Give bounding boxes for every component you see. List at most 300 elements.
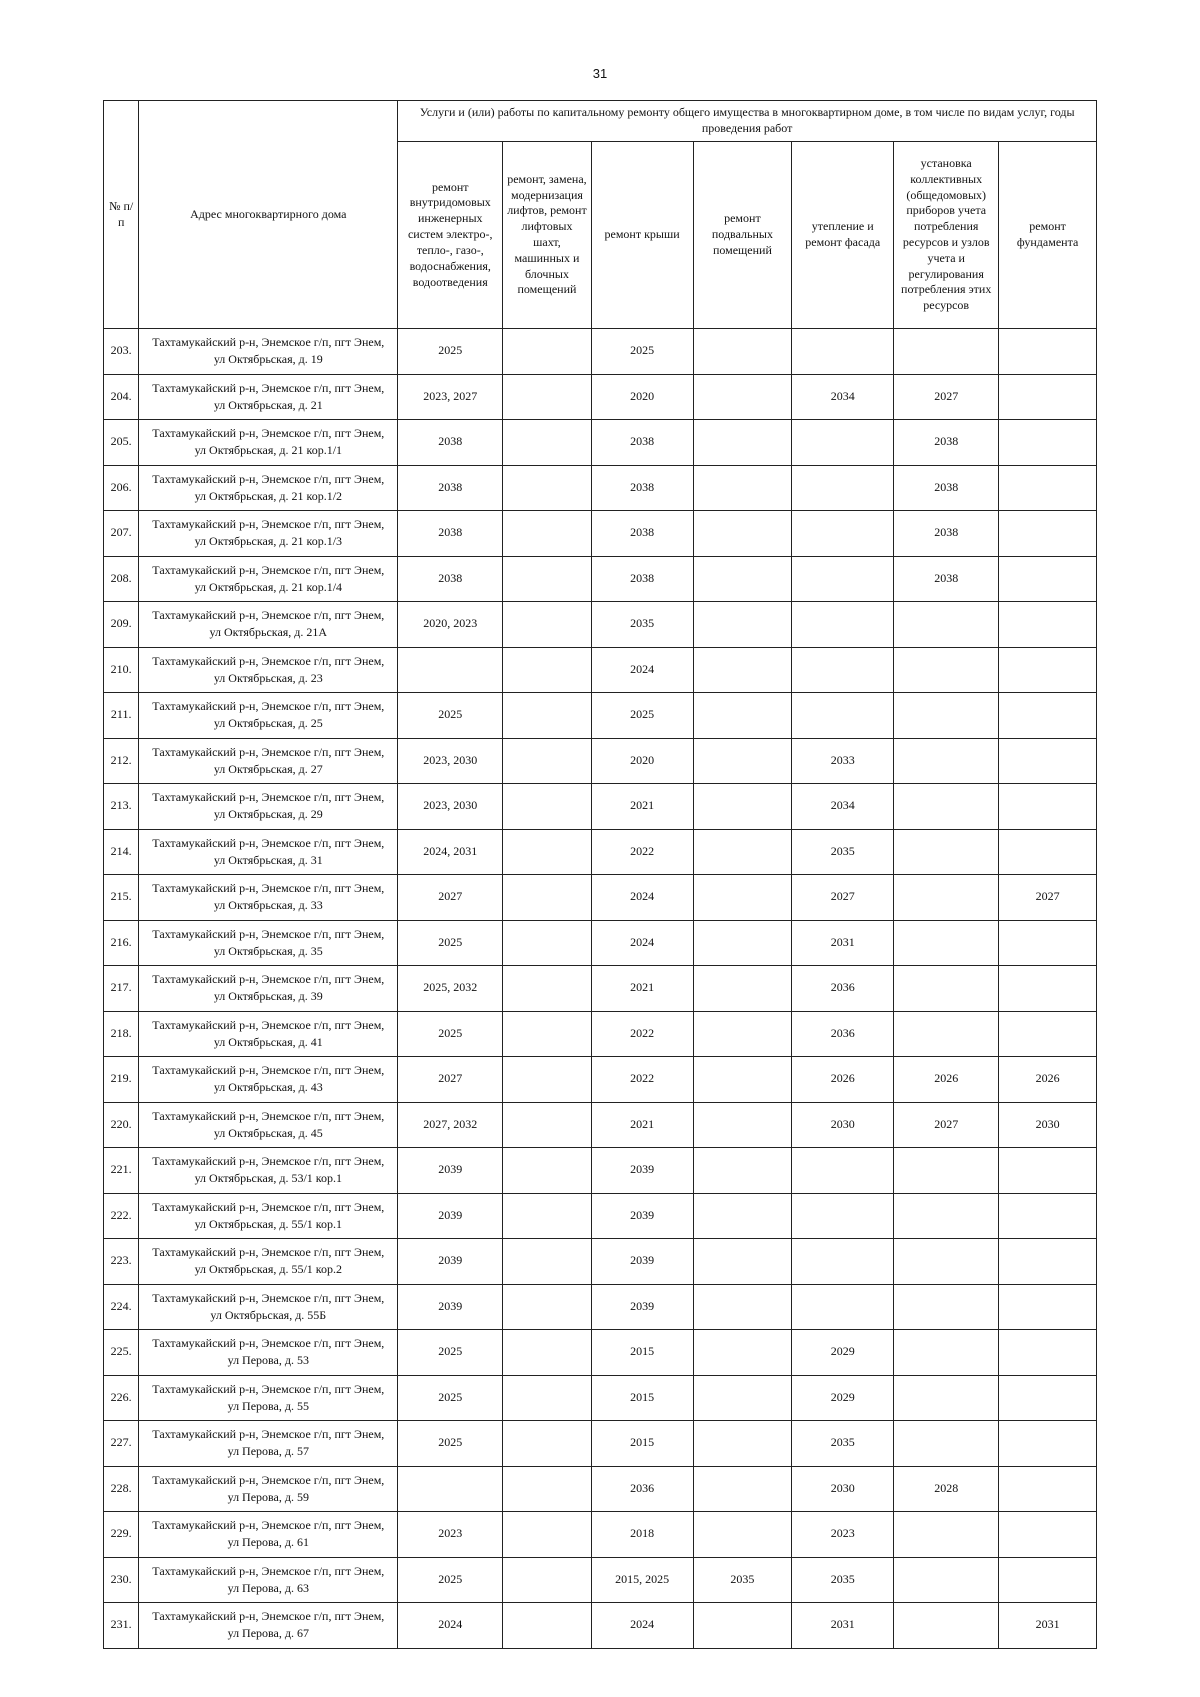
year-cell-facade: 2035 xyxy=(792,1421,894,1467)
capital-repair-schedule-table xyxy=(103,100,1097,1649)
year-cell-roof: 2022 xyxy=(591,1011,693,1057)
year-cell-elevators xyxy=(503,1557,591,1603)
year-cell-elevators xyxy=(503,1284,591,1330)
year-cell-foundation xyxy=(999,966,1097,1012)
address-cell xyxy=(139,738,398,784)
year-cell-facade: 2034 xyxy=(792,374,894,420)
year-cell-elevators xyxy=(503,511,591,557)
address-line-street: ул Октябрьская, д. 55/1 кор.2 xyxy=(194,1262,343,1277)
table-row xyxy=(104,966,1097,1012)
year-cell-roof: 2015 xyxy=(591,1330,693,1376)
table-row xyxy=(104,1057,1097,1103)
year-cell-foundation xyxy=(999,1512,1097,1558)
year-cell-metering xyxy=(894,920,999,966)
year-cell-facade xyxy=(792,556,894,602)
row-number: 217. xyxy=(104,966,139,1012)
year-cell-foundation xyxy=(999,829,1097,875)
address-line-street: ул Перова, д. 57 xyxy=(227,1444,309,1459)
table-row xyxy=(104,511,1097,557)
year-cell-facade: 2026 xyxy=(792,1057,894,1103)
table-row xyxy=(104,374,1097,420)
year-cell-engineering-systems: 2038 xyxy=(398,556,503,602)
column-header-metering: установка коллективных (общедомовых) приборов учета потребления ресурсов и узлов учета и регулирования потребления этих ресурсов xyxy=(894,142,999,329)
year-cell-metering xyxy=(894,875,999,921)
year-cell-engineering-systems: 2038 xyxy=(398,420,503,466)
address-line-district: Тахтамукайский р-н, Энемское г/п, пгт Энем, xyxy=(152,835,385,850)
year-cell-engineering-systems: 2020, 2023 xyxy=(398,602,503,648)
column-header-address: Адрес многоквартирного дома xyxy=(139,101,398,329)
address-line-street: ул Перова, д. 59 xyxy=(227,1489,309,1504)
year-cell-foundation xyxy=(999,329,1097,375)
table-row xyxy=(104,602,1097,648)
table-row xyxy=(104,647,1097,693)
year-cell-basement xyxy=(693,1239,792,1285)
year-cell-basement xyxy=(693,511,792,557)
year-cell-basement xyxy=(693,1193,792,1239)
year-cell-elevators xyxy=(503,647,591,693)
row-number: 231. xyxy=(104,1603,139,1649)
year-cell-metering xyxy=(894,1284,999,1330)
address-cell xyxy=(139,329,398,375)
address-line-district: Тахтамукайский р-н, Энемское г/п, пгт Энем, xyxy=(152,1154,385,1169)
year-cell-metering xyxy=(894,784,999,830)
year-cell-roof: 2015, 2025 xyxy=(591,1557,693,1603)
row-number: 209. xyxy=(104,602,139,648)
address-line-street: ул Октябрьская, д. 43 xyxy=(213,1080,323,1095)
year-cell-basement xyxy=(693,829,792,875)
address-cell xyxy=(139,1466,398,1512)
year-cell-roof: 2025 xyxy=(591,329,693,375)
year-cell-facade: 2030 xyxy=(792,1466,894,1512)
address-line-street: ул Октябрьская, д. 21А xyxy=(209,625,328,640)
year-cell-facade: 2027 xyxy=(792,875,894,921)
row-number: 205. xyxy=(104,420,139,466)
year-cell-foundation xyxy=(999,1239,1097,1285)
year-cell-engineering-systems: 2025 xyxy=(398,920,503,966)
year-cell-engineering-systems: 2027 xyxy=(398,875,503,921)
row-number: 219. xyxy=(104,1057,139,1103)
table-header xyxy=(104,101,1097,329)
address-cell xyxy=(139,784,398,830)
column-header-facade: утепление и ремонт фасада xyxy=(792,142,894,329)
year-cell-foundation xyxy=(999,1557,1097,1603)
column-header-foundation: ремонт фундамента xyxy=(999,142,1097,329)
year-cell-foundation xyxy=(999,511,1097,557)
year-cell-facade xyxy=(792,465,894,511)
address-line-street: ул Октябрьская, д. 35 xyxy=(213,943,323,958)
row-number: 211. xyxy=(104,693,139,739)
year-cell-elevators xyxy=(503,966,591,1012)
year-cell-engineering-systems: 2025 xyxy=(398,693,503,739)
row-number: 207. xyxy=(104,511,139,557)
address-line-district: Тахтамукайский р-н, Энемское г/п, пгт Энем, xyxy=(152,1290,385,1305)
year-cell-roof: 2039 xyxy=(591,1193,693,1239)
column-header-basement: ремонт подвальных помещений xyxy=(693,142,792,329)
year-cell-metering xyxy=(894,329,999,375)
year-cell-engineering-systems: 2023 xyxy=(398,1512,503,1558)
address-cell xyxy=(139,556,398,602)
year-cell-foundation xyxy=(999,1193,1097,1239)
address-line-district: Тахтамукайский р-н, Энемское г/п, пгт Энем, xyxy=(152,1518,385,1533)
year-cell-basement xyxy=(693,920,792,966)
year-cell-foundation xyxy=(999,465,1097,511)
year-cell-roof: 2018 xyxy=(591,1512,693,1558)
address-cell xyxy=(139,1193,398,1239)
address-line-district: Тахтамукайский р-н, Энемское г/п, пгт Энем, xyxy=(152,1472,385,1487)
year-cell-basement xyxy=(693,693,792,739)
year-cell-elevators xyxy=(503,1421,591,1467)
year-cell-engineering-systems: 2038 xyxy=(398,465,503,511)
year-cell-facade xyxy=(792,1148,894,1194)
year-cell-metering: 2026 xyxy=(894,1057,999,1103)
year-cell-roof: 2039 xyxy=(591,1148,693,1194)
row-number: 218. xyxy=(104,1011,139,1057)
address-line-street: ул Перова, д. 63 xyxy=(227,1580,309,1595)
year-cell-roof: 2022 xyxy=(591,829,693,875)
year-cell-foundation xyxy=(999,920,1097,966)
row-number: 216. xyxy=(104,920,139,966)
year-cell-roof: 2020 xyxy=(591,374,693,420)
year-cell-basement xyxy=(693,1057,792,1103)
year-cell-roof: 2024 xyxy=(591,647,693,693)
address-cell xyxy=(139,1603,398,1649)
table-body xyxy=(104,329,1097,1649)
year-cell-basement xyxy=(693,738,792,784)
address-line-district: Тахтамукайский р-н, Энемское г/п, пгт Энем, xyxy=(152,426,385,441)
year-cell-roof: 2021 xyxy=(591,1102,693,1148)
year-cell-metering: 2038 xyxy=(894,511,999,557)
year-cell-facade: 2029 xyxy=(792,1330,894,1376)
year-cell-facade: 2033 xyxy=(792,738,894,784)
address-line-district: Тахтамукайский р-н, Энемское г/п, пгт Энем, xyxy=(152,1199,385,1214)
row-number: 204. xyxy=(104,374,139,420)
row-number: 229. xyxy=(104,1512,139,1558)
year-cell-engineering-systems: 2025, 2032 xyxy=(398,966,503,1012)
column-header-roof: ремонт крыши xyxy=(591,142,693,329)
address-line-street: ул Октябрьская, д. 41 xyxy=(213,1034,323,1049)
table-row xyxy=(104,1603,1097,1649)
address-line-street: ул Октябрьская, д. 53/1 кор.1 xyxy=(194,1171,343,1186)
address-line-street: ул Октябрьская, д. 39 xyxy=(213,989,323,1004)
year-cell-engineering-systems: 2038 xyxy=(398,511,503,557)
year-cell-foundation xyxy=(999,647,1097,693)
year-cell-basement xyxy=(693,556,792,602)
address-cell xyxy=(139,1284,398,1330)
row-number: 230. xyxy=(104,1557,139,1603)
row-number: 215. xyxy=(104,875,139,921)
year-cell-roof: 2021 xyxy=(591,966,693,1012)
table-row xyxy=(104,784,1097,830)
year-cell-facade: 2035 xyxy=(792,1557,894,1603)
year-cell-engineering-systems: 2023, 2030 xyxy=(398,784,503,830)
year-cell-roof: 2036 xyxy=(591,1466,693,1512)
year-cell-elevators xyxy=(503,1512,591,1558)
address-line-street: ул Перова, д. 61 xyxy=(227,1535,309,1550)
year-cell-metering xyxy=(894,1239,999,1285)
address-cell xyxy=(139,1330,398,1376)
year-cell-engineering-systems xyxy=(398,647,503,693)
address-line-street: ул Октябрьская, д. 31 xyxy=(213,852,323,867)
year-cell-elevators xyxy=(503,784,591,830)
year-cell-roof: 2024 xyxy=(591,875,693,921)
address-cell xyxy=(139,1239,398,1285)
year-cell-foundation xyxy=(999,374,1097,420)
row-number: 223. xyxy=(104,1239,139,1285)
table-row xyxy=(104,1011,1097,1057)
address-line-street: ул Октябрьская, д. 21 xyxy=(213,397,323,412)
year-cell-metering xyxy=(894,1330,999,1376)
year-cell-basement xyxy=(693,1603,792,1649)
address-line-district: Тахтамукайский р-н, Энемское г/п, пгт Энем, xyxy=(152,1245,385,1260)
address-cell xyxy=(139,1102,398,1148)
year-cell-facade: 2023 xyxy=(792,1512,894,1558)
year-cell-engineering-systems: 2025 xyxy=(398,1011,503,1057)
year-cell-metering xyxy=(894,693,999,739)
row-number: 212. xyxy=(104,738,139,784)
table-row xyxy=(104,693,1097,739)
year-cell-basement xyxy=(693,465,792,511)
address-line-street: ул Октябрьская, д. 21 кор.1/3 xyxy=(194,534,343,549)
year-cell-elevators xyxy=(503,1057,591,1103)
year-cell-foundation: 2030 xyxy=(999,1102,1097,1148)
year-cell-elevators xyxy=(503,1193,591,1239)
year-cell-basement xyxy=(693,1421,792,1467)
year-cell-engineering-systems: 2024, 2031 xyxy=(398,829,503,875)
year-cell-roof: 2015 xyxy=(591,1375,693,1421)
year-cell-engineering-systems: 2025 xyxy=(398,1330,503,1376)
table-row xyxy=(104,1193,1097,1239)
year-cell-facade xyxy=(792,693,894,739)
address-line-district: Тахтамукайский р-н, Энемское г/п, пгт Энем, xyxy=(152,1336,385,1351)
year-cell-elevators xyxy=(503,875,591,921)
year-cell-metering: 2038 xyxy=(894,420,999,466)
year-cell-foundation xyxy=(999,1148,1097,1194)
address-cell xyxy=(139,1011,398,1057)
year-cell-engineering-systems: 2027, 2032 xyxy=(398,1102,503,1148)
address-line-district: Тахтамукайский р-н, Энемское г/п, пгт Энем, xyxy=(152,1063,385,1078)
year-cell-basement xyxy=(693,875,792,921)
year-cell-basement xyxy=(693,420,792,466)
row-number: 208. xyxy=(104,556,139,602)
table-row xyxy=(104,738,1097,784)
row-number: 203. xyxy=(104,329,139,375)
address-cell xyxy=(139,1421,398,1467)
address-cell xyxy=(139,511,398,557)
year-cell-metering xyxy=(894,602,999,648)
year-cell-elevators xyxy=(503,1375,591,1421)
year-cell-foundation xyxy=(999,1011,1097,1057)
address-cell xyxy=(139,602,398,648)
year-cell-basement: 2035 xyxy=(693,1557,792,1603)
address-line-district: Тахтамукайский р-н, Энемское г/п, пгт Энем, xyxy=(152,790,385,805)
year-cell-facade xyxy=(792,647,894,693)
year-cell-engineering-systems: 2039 xyxy=(398,1239,503,1285)
year-cell-metering: 2028 xyxy=(894,1466,999,1512)
year-cell-metering xyxy=(894,829,999,875)
year-cell-facade: 2034 xyxy=(792,784,894,830)
address-cell xyxy=(139,374,398,420)
year-cell-elevators xyxy=(503,738,591,784)
address-cell xyxy=(139,875,398,921)
address-cell xyxy=(139,920,398,966)
row-number: 221. xyxy=(104,1148,139,1194)
year-cell-metering: 2038 xyxy=(894,465,999,511)
address-line-district: Тахтамукайский р-н, Энемское г/п, пгт Энем, xyxy=(152,1427,385,1442)
address-line-street: ул Октябрьская, д. 19 xyxy=(213,352,323,367)
address-line-district: Тахтамукайский р-н, Энемское г/п, пгт Энем, xyxy=(152,1108,385,1123)
year-cell-basement xyxy=(693,1466,792,1512)
year-cell-facade xyxy=(792,1239,894,1285)
year-cell-metering xyxy=(894,1193,999,1239)
row-number: 222. xyxy=(104,1193,139,1239)
address-line-district: Тахтамукайский р-н, Энемское г/п, пгт Энем, xyxy=(152,380,385,395)
year-cell-elevators xyxy=(503,920,591,966)
year-cell-roof: 2039 xyxy=(591,1239,693,1285)
year-cell-engineering-systems: 2027 xyxy=(398,1057,503,1103)
row-number: 210. xyxy=(104,647,139,693)
year-cell-elevators xyxy=(503,1330,591,1376)
year-cell-roof: 2025 xyxy=(591,693,693,739)
address-cell xyxy=(139,829,398,875)
year-cell-elevators xyxy=(503,374,591,420)
year-cell-metering xyxy=(894,1421,999,1467)
year-cell-roof: 2022 xyxy=(591,1057,693,1103)
year-cell-elevators xyxy=(503,829,591,875)
year-cell-foundation xyxy=(999,556,1097,602)
address-line-street: ул Октябрьская, д. 27 xyxy=(213,761,323,776)
address-line-district: Тахтамукайский р-н, Энемское г/п, пгт Энем, xyxy=(152,653,385,668)
address-line-street: ул Перова, д. 67 xyxy=(227,1626,309,1641)
year-cell-facade: 2036 xyxy=(792,1011,894,1057)
year-cell-basement xyxy=(693,1011,792,1057)
year-cell-facade: 2030 xyxy=(792,1102,894,1148)
address-line-street: ул Октябрьская, д. 55Б xyxy=(210,1307,327,1322)
year-cell-basement xyxy=(693,1102,792,1148)
year-cell-elevators xyxy=(503,1102,591,1148)
address-line-district: Тахтамукайский р-н, Энемское г/п, пгт Энем, xyxy=(152,1017,385,1032)
address-line-district: Тахтамукайский р-н, Энемское г/п, пгт Энем, xyxy=(152,744,385,759)
year-cell-elevators xyxy=(503,602,591,648)
year-cell-foundation xyxy=(999,602,1097,648)
year-cell-roof: 2038 xyxy=(591,511,693,557)
year-cell-elevators xyxy=(503,465,591,511)
year-cell-metering xyxy=(894,1375,999,1421)
year-cell-facade xyxy=(792,511,894,557)
address-cell xyxy=(139,647,398,693)
address-line-street: ул Октябрьская, д. 21 кор.1/1 xyxy=(194,443,343,458)
year-cell-metering: 2038 xyxy=(894,556,999,602)
year-cell-foundation xyxy=(999,784,1097,830)
address-line-street: ул Октябрьская, д. 21 кор.1/4 xyxy=(194,579,343,594)
address-line-district: Тахтамукайский р-н, Энемское г/п, пгт Энем, xyxy=(152,1381,385,1396)
row-number: 226. xyxy=(104,1375,139,1421)
year-cell-basement xyxy=(693,374,792,420)
address-line-street: ул Октябрьская, д. 45 xyxy=(213,1125,323,1140)
table-row xyxy=(104,1330,1097,1376)
year-cell-roof: 2038 xyxy=(591,420,693,466)
column-header-elevators: ремонт, замена, модернизация лифтов, ремонт лифтовых шахт, машинных и блочных помещений xyxy=(503,142,591,329)
year-cell-metering xyxy=(894,1148,999,1194)
table-row xyxy=(104,556,1097,602)
year-cell-facade: 2035 xyxy=(792,829,894,875)
table-row xyxy=(104,1557,1097,1603)
row-number: 214. xyxy=(104,829,139,875)
year-cell-basement xyxy=(693,784,792,830)
table-row xyxy=(104,1421,1097,1467)
year-cell-roof: 2024 xyxy=(591,920,693,966)
table-row xyxy=(104,1512,1097,1558)
year-cell-foundation xyxy=(999,1375,1097,1421)
year-cell-engineering-systems: 2024 xyxy=(398,1603,503,1649)
year-cell-facade xyxy=(792,420,894,466)
address-line-street: ул Перова, д. 53 xyxy=(227,1353,309,1368)
year-cell-elevators xyxy=(503,1148,591,1194)
address-cell xyxy=(139,1148,398,1194)
column-group-header-services: Услуги и (или) работы по капитальному ремонту общего имущества в многоквартирном доме, в том числе по видам услуг, годы проведения работ xyxy=(398,101,1097,142)
address-cell xyxy=(139,966,398,1012)
year-cell-metering xyxy=(894,1512,999,1558)
year-cell-roof: 2021 xyxy=(591,784,693,830)
year-cell-foundation: 2031 xyxy=(999,1603,1097,1649)
table-row xyxy=(104,465,1097,511)
year-cell-engineering-systems: 2025 xyxy=(398,1375,503,1421)
table-row xyxy=(104,1102,1097,1148)
address-cell xyxy=(139,465,398,511)
year-cell-foundation xyxy=(999,1466,1097,1512)
address-line-district: Тахтамукайский р-н, Энемское г/п, пгт Энем, xyxy=(152,972,385,987)
year-cell-basement xyxy=(693,1512,792,1558)
table-row xyxy=(104,1284,1097,1330)
address-line-district: Тахтамукайский р-н, Энемское г/п, пгт Энем, xyxy=(152,562,385,577)
year-cell-elevators xyxy=(503,556,591,602)
year-cell-foundation xyxy=(999,1421,1097,1467)
year-cell-metering xyxy=(894,1603,999,1649)
address-line-street: ул Перова, д. 55 xyxy=(227,1398,309,1413)
year-cell-facade: 2036 xyxy=(792,966,894,1012)
address-cell xyxy=(139,420,398,466)
year-cell-elevators xyxy=(503,693,591,739)
year-cell-engineering-systems: 2039 xyxy=(398,1148,503,1194)
year-cell-facade: 2029 xyxy=(792,1375,894,1421)
address-line-district: Тахтамукайский р-н, Энемское г/п, пгт Энем, xyxy=(152,335,385,350)
address-line-street: ул Октябрьская, д. 23 xyxy=(213,670,323,685)
year-cell-roof: 2020 xyxy=(591,738,693,784)
year-cell-basement xyxy=(693,1148,792,1194)
address-line-district: Тахтамукайский р-н, Энемское г/п, пгт Энем, xyxy=(152,1563,385,1578)
year-cell-basement xyxy=(693,602,792,648)
year-cell-metering xyxy=(894,738,999,784)
table-row xyxy=(104,1466,1097,1512)
address-cell xyxy=(139,1512,398,1558)
address-line-street: ул Октябрьская, д. 55/1 кор.1 xyxy=(194,1216,343,1231)
column-header-engineering-systems: ремонт внутридомовых инженерных систем электро-, тепло-, газо-, водоснабжения, водоотведения xyxy=(398,142,503,329)
year-cell-engineering-systems: 2025 xyxy=(398,1557,503,1603)
year-cell-metering xyxy=(894,647,999,693)
year-cell-foundation xyxy=(999,693,1097,739)
year-cell-elevators xyxy=(503,1239,591,1285)
year-cell-elevators xyxy=(503,329,591,375)
year-cell-engineering-systems: 2025 xyxy=(398,329,503,375)
year-cell-foundation xyxy=(999,1284,1097,1330)
year-cell-roof: 2024 xyxy=(591,1603,693,1649)
address-line-street: ул Октябрьская, д. 21 кор.1/2 xyxy=(194,488,343,503)
year-cell-elevators xyxy=(503,1466,591,1512)
year-cell-roof: 2038 xyxy=(591,465,693,511)
year-cell-metering xyxy=(894,966,999,1012)
address-cell xyxy=(139,1375,398,1421)
address-line-street: ул Октябрьская, д. 33 xyxy=(213,898,323,913)
address-line-district: Тахтамукайский р-н, Энемское г/п, пгт Энем, xyxy=(152,881,385,896)
